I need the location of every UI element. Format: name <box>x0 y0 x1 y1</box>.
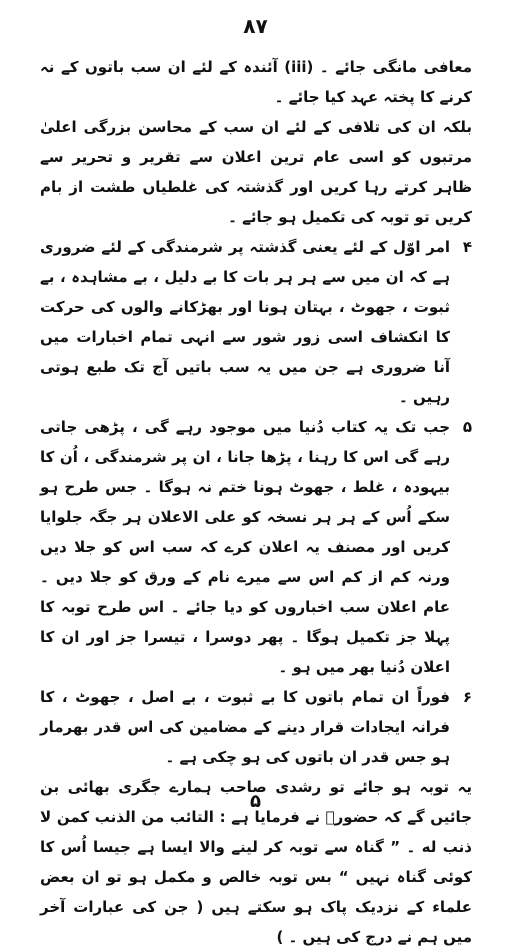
paragraph-closing: یہ توبہ ہو جائے تو رشدی صاحب ہمارے جگری بھائی بن جائیں گے کہ حضورؐ نے فرمایا ہے : التائب من الذنب کمن لا ذنب له ۔ ” گناہ سے توبہ کر لینے والا ایسا ہے جیسا اُس کا کوئی گناہ نہیں “ بس توبہ خالص و مکمل ہو تو ان بعض علماء کے نزدیک پاک ہو سکتے ہیں ( جن کی عبارات آخر میں ہم نے درج کی ہیں ۔ ) <box>40 778 472 946</box>
list-item-6 <box>40 682 472 772</box>
text-block <box>40 52 472 952</box>
item-text: جب تک یہ کتاب دُنیا میں موجود رہے گی ، پڑھی جاتی رہے گی اس کا رہنا ، پڑھا جانا ، ان پر شرمندگی ، اُن کا بیہودہ ، غلط ، جھوٹ ہونا ختم نہ ہوگا ۔ جس طرح ہو سکے اُس کے ہر ہر نسخہ کو علی الاعلان ہر جگہ جلوایا کریں اور مصنف یہ اعلان کرے کہ سب اس کو جلا دیں ورنہ کم از کم اس سے میرے نام کے ورق کو جلا دیں ۔ عام اعلان سب اخباروں کو دیا جائے ۔ اس طرح توبہ کا پہلا جز تکمیل ہوگا ۔ پھر دوسرا ، تیسرا جز اور ان کا اعلان دُنیا بھر میں ہو ۔ <box>40 418 450 676</box>
item-number: ۶ <box>462 688 472 706</box>
list-item-4 <box>40 232 472 412</box>
paragraph-2: بلکہ ان کی تلافی کے لئے ان سب کے محاسن بزرگی اعلیٰ مرتبوں کو اسی عام ترین اعلان سے تقریر و تحریر سے ظاہر کرتے رہا کریں اور گذشتہ کی غلطیاں طشت از بام کریں تو توبہ کی تکمیل ہو جائے ۔ <box>40 118 472 226</box>
item-text: فوراً ان تمام باتوں کا بے ثبوت ، بے اصل ، جھوٹ ، کا فرانہ ایجادات قرار دینے کے مضامین کی اس قدر بھرمار ہو جس قدر ان باتوں کی ہو چکی ہے ۔ <box>40 688 450 766</box>
footer-mark: ۵ <box>250 791 261 812</box>
item-text: امر اوّل کے لئے یعنی گذشتہ پر شرمندگی کے لئے ضروری ہے کہ ان میں سے ہر ہر بات کا بے دلیل ، بے مشاہدہ ، بے ثبوت ، جھوٹ ، بہتان ہونا اور بھڑکانے والوں کی حرکت کا انکشاف اسی زور شور سے انہی تمام اخبارات میں آنا ضروری ہے جن میں یہ سب باتیں آج تک طبع ہوتی رہیں ۔ <box>40 238 450 406</box>
list-item-5 <box>40 412 472 682</box>
paragraph-1: معافی مانگی جائے ۔ (iii) آئندہ کے لئے ان سب باتوں کے نہ کرنے کا پختہ عہد کیا جائے ۔ <box>40 58 473 106</box>
page-number: ۸۷ <box>243 14 268 38</box>
item-number: ۵ <box>462 418 472 436</box>
item-number: ۴ <box>462 238 472 256</box>
